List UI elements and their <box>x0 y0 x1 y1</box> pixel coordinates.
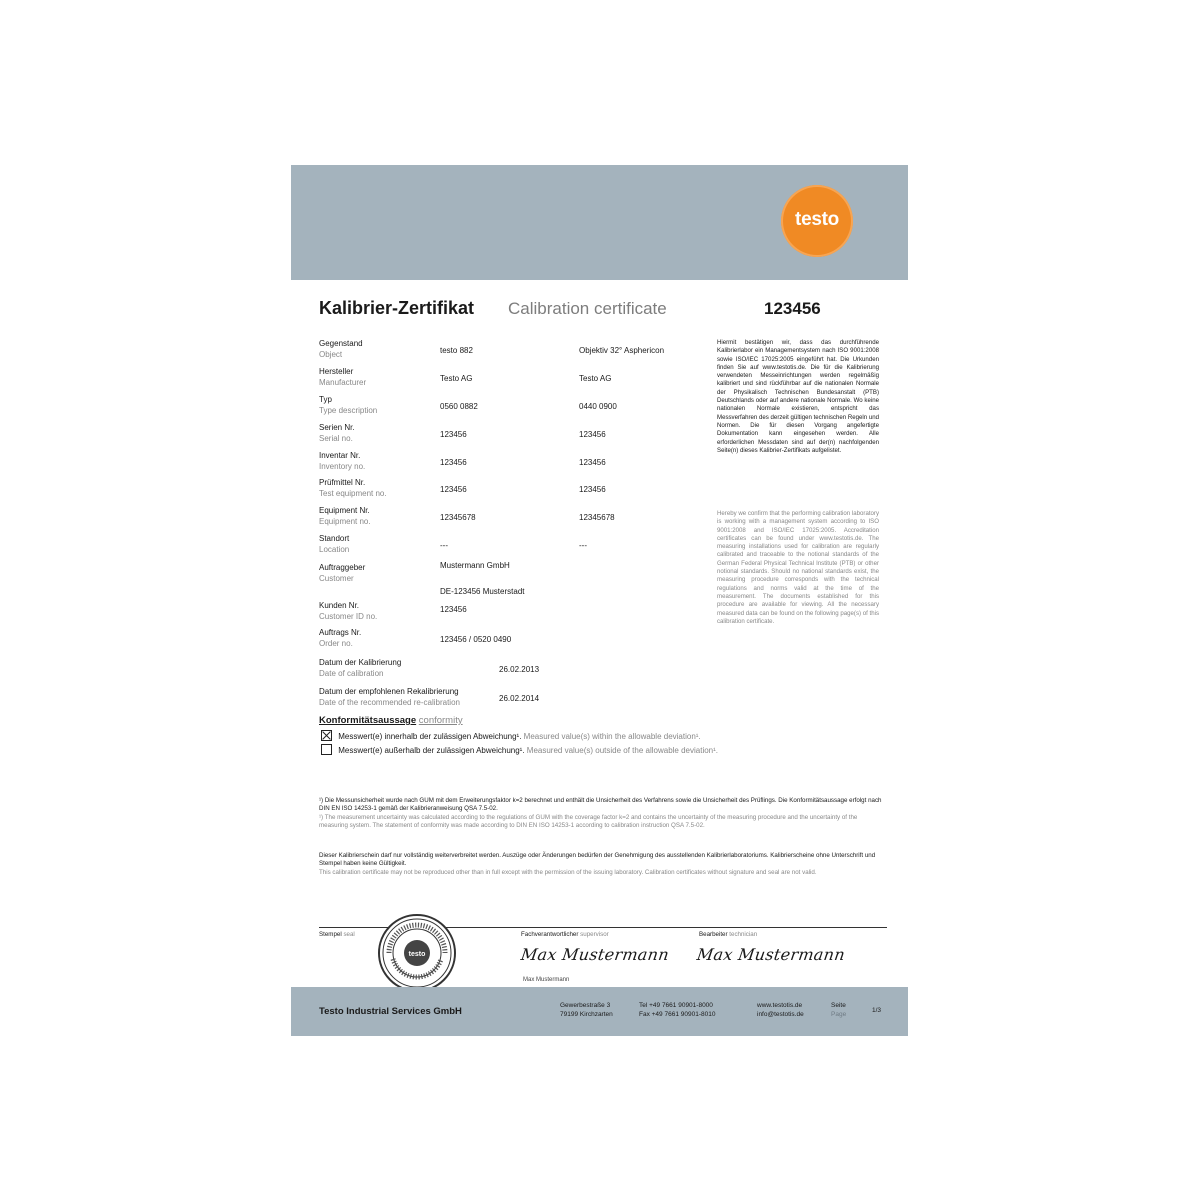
field-value-1: 123456 <box>440 485 467 494</box>
logo-text: testo <box>795 209 839 230</box>
field-value-2: 12345678 <box>579 513 615 522</box>
field-label-en: Type description <box>319 406 378 415</box>
confirmation-text-english: Hereby we confirm that the performing calibration laboratory is working with a management system according to ISO 9001:2008 and ISO/IEC 17025:2005. Accreditation certificates can be found under www.testotis.de. The measuring installations used for calibration are regularly calibrated and traceable to the notional standards of the German Federal Physical Technical Institute (PTB) or other notional standards. Should no national standards exist, the measuring procedure corresponds with the technical regulations and norms valid at the time of the measurement. The documents established for this procedure are available for viewing. All the necessary measured data can be found on the following page(s) of this calibration certificate. <box>717 510 879 625</box>
confirmation-text-german: Hiermit bestätigen wir, dass das durchführende Kalibrierlabor ein Managementsystem nach ISO 9001:2008 sowie ISO/IEC 17025:2005 eingeführt hat. Die Urkunden finden Sie auf www.testotis.de. Die für die Kalibrierung verwendeten Messeinrichtungen werden regelmäßig kalibriert und sind rückführbar auf die nationalen Normale der Physikalisch Technischen Bundesanstalt (PTB) Deutschlands oder auf andere nationale Normale. Wo keine nationalen Normale existieren, entspricht das Messverfahren des derzeit gültigen technischen Regeln und Normen. Die für diesen Vorgang angefertigte Dokumentation kann eingesehen werden. Alle erforderlichen Messdaten sind auf der(n) nachfolgenden Seite(n) dieses Kalibrier-Zertifikats aufgelistet. <box>717 339 879 454</box>
field-label-en: Customer <box>319 574 354 583</box>
footer-website[interactable]: www.testotis.de <box>757 1002 803 1009</box>
field-value-2: 123456 <box>579 430 606 439</box>
footer-tel: Tel +49 7661 90901-8000 <box>639 1002 713 1009</box>
field-value-2: 123456 <box>579 485 606 494</box>
field-label-de: Equipment Nr. <box>319 506 370 515</box>
field-label-en: Manufacturer <box>319 378 367 387</box>
field-order <box>319 628 719 654</box>
company-seal <box>377 913 457 993</box>
supervisor-label-en: supervisor <box>580 931 609 938</box>
field-inventory <box>319 451 719 477</box>
field-value-2: --- <box>579 541 587 550</box>
field-label-de: Auftrags Nr. <box>319 628 362 637</box>
technician-signature: Max Mustermann <box>695 945 847 964</box>
page-label-en: Page <box>831 1011 847 1018</box>
supervisor-label <box>521 931 609 938</box>
field-value-1: testo 882 <box>440 346 473 355</box>
supervisor-name: Max Mustermann <box>523 977 570 983</box>
supervisor-label-de: Fachverantwortlicher <box>521 931 579 938</box>
checked-checkbox-icon <box>321 730 332 741</box>
field-label-en: Date of calibration <box>319 669 384 678</box>
field-recalibration-date <box>319 687 719 713</box>
field-equipment <box>319 506 719 532</box>
certificate-page <box>291 165 908 1036</box>
field-value-1: Testo AG <box>440 374 473 383</box>
field-value-2: Objektiv 32° Asphericon <box>579 346 665 355</box>
title-german: Kalibrier-Zertifikat <box>319 298 475 318</box>
testo-logo <box>781 185 853 257</box>
distribution-note-german: Dieser Kalibrierschein darf nur vollständig weiterverbreitet werden. Auszüge oder Änderungen bedürfen der Genehmigung des ausstellenden Kalibrierlaboratoriums. Kalibrierscheine ohne Unterschrift und Stempel haben keine Gültigkeit. <box>319 852 876 868</box>
field-type <box>319 395 719 421</box>
field-test-equipment <box>319 478 719 504</box>
field-label-en: Inventory no. <box>319 462 366 471</box>
conformity-text-en: Measured value(s) within the allowable deviation¹. <box>523 732 701 741</box>
customer-address: DE-123456 Musterstadt <box>440 587 525 596</box>
field-label-en: Location <box>319 545 350 554</box>
stamp-label-de: Stempel <box>319 931 342 938</box>
field-value-1: 123456 <box>440 605 467 614</box>
field-value-1: 0560 0882 <box>440 402 478 411</box>
conformity-within <box>321 730 701 741</box>
footer-street: Gewerbestraße 3 <box>560 1002 611 1009</box>
technician-label <box>699 931 757 938</box>
field-label-de: Gegenstand <box>319 339 363 348</box>
page-label-de: Seite <box>831 1002 846 1009</box>
conformity-title-en: conformity <box>418 715 463 726</box>
certificate-number: 123456 <box>764 299 821 318</box>
field-customer-id <box>319 601 719 627</box>
conformity-text-en: Measured value(s) outside of the allowable deviation¹. <box>526 746 718 755</box>
footnote-german: ¹) Die Messunsicherheit wurde nach GUM mit dem Erweiterungsfaktor k=2 berechnet und enthält die Unsicherheit des Verfahrens sowie die Unsicherheit des Prüflings. Die Konformitätsaussage erfolgt nach DIN EN ISO 14253-1 gemäß der Kalibrieranweisung QSA 7.5-02. <box>319 797 882 813</box>
technician-label-de: Bearbeiter <box>699 931 728 938</box>
field-label-de: Prüfmittel Nr. <box>319 478 366 487</box>
field-object <box>319 339 719 365</box>
footer-email[interactable]: info@testotis.de <box>757 1011 804 1018</box>
field-label-en: Test equipment no. <box>319 489 387 498</box>
conformity-heading <box>319 715 463 726</box>
field-label-de: Kunden Nr. <box>319 601 360 610</box>
footer-web <box>757 1001 804 1019</box>
conformity-outside <box>321 744 718 755</box>
svg-text:testo: testo <box>408 951 426 958</box>
conformity-text-de: Messwert(e) innerhalb der zulässigen Abweichung¹. <box>338 732 522 741</box>
field-label-de: Standort <box>319 534 350 543</box>
conformity-text-de: Messwert(e) außerhalb der zulässigen Abweichung¹. <box>338 746 525 755</box>
field-location <box>319 534 719 560</box>
footnote-english: ¹) The measurement uncertainty was calculated according to the regulations of GUM with the coverage factor k=2 and contains the uncertainty of the measuring procedure and the uncertainty of the measuring system. The statement of conformity was made according to DIN EN ISO 14253-1 according to calibration instruction QSA 7.5-02. <box>319 814 858 830</box>
field-value-1: Mustermann GmbH <box>440 561 510 570</box>
field-value-1: 26.02.2014 <box>499 694 540 703</box>
footer-page-number: 1/3 <box>872 1007 882 1014</box>
field-label-en: Order no. <box>319 639 353 648</box>
field-label-de: Hersteller <box>319 367 354 376</box>
field-label-en: Date of the recommended re-calibration <box>319 698 460 707</box>
field-calibration-date <box>319 658 719 684</box>
field-label-en: Equipment no. <box>319 517 371 526</box>
field-value-1: --- <box>440 541 448 550</box>
field-label-en: Serial no. <box>319 434 353 443</box>
field-value-2: 0440 0900 <box>579 402 617 411</box>
technician-label-en: technician <box>729 931 758 938</box>
field-label-en: Customer ID no. <box>319 612 378 621</box>
field-label-de: Datum der Kalibrierung <box>319 658 402 667</box>
field-label-de: Inventar Nr. <box>319 451 361 460</box>
field-value-1: 26.02.2013 <box>499 665 540 674</box>
footer-company-name: Testo Industrial Services GmbH <box>319 1006 462 1017</box>
title-english: Calibration certificate <box>508 299 667 318</box>
footer-fax: Fax +49 7661 90901-8010 <box>639 1011 716 1018</box>
field-value-1: 12345678 <box>440 513 476 522</box>
field-value-2: 123456 <box>579 458 606 467</box>
field-serial <box>319 423 719 449</box>
field-manufacturer <box>319 367 719 393</box>
stamp-label-en: seal <box>343 931 355 938</box>
field-label-de: Typ <box>319 395 332 404</box>
field-value-2: Testo AG <box>579 374 612 383</box>
field-label-de: Auftraggeber <box>319 563 366 572</box>
field-value-1: 123456 <box>440 430 467 439</box>
footer-phone <box>639 1001 715 1019</box>
footer-city: 79199 Kirchzarten <box>560 1011 613 1018</box>
field-value-1: 123456 <box>440 458 467 467</box>
supervisor-signature: Max Mustermann <box>519 945 671 964</box>
field-label-de: Datum der empfohlenen Rekalibrierung <box>319 687 459 696</box>
empty-checkbox-icon <box>321 744 332 755</box>
distribution-note-english: This calibration certificate may not be reproduced other than in full except with the permission of the issuing laboratory. Calibration certificates without signature and seal are not valid. <box>319 869 817 876</box>
conformity-title-de: Konformitätsaussage <box>319 715 417 726</box>
field-label-de: Serien Nr. <box>319 423 355 432</box>
footer-page-label <box>831 1001 846 1019</box>
field-label-en: Object <box>319 350 343 359</box>
stamp-label <box>319 931 355 938</box>
field-customer <box>319 563 719 589</box>
footer-address <box>560 1001 613 1019</box>
field-value-1: 123456 / 0520 0490 <box>440 635 512 644</box>
